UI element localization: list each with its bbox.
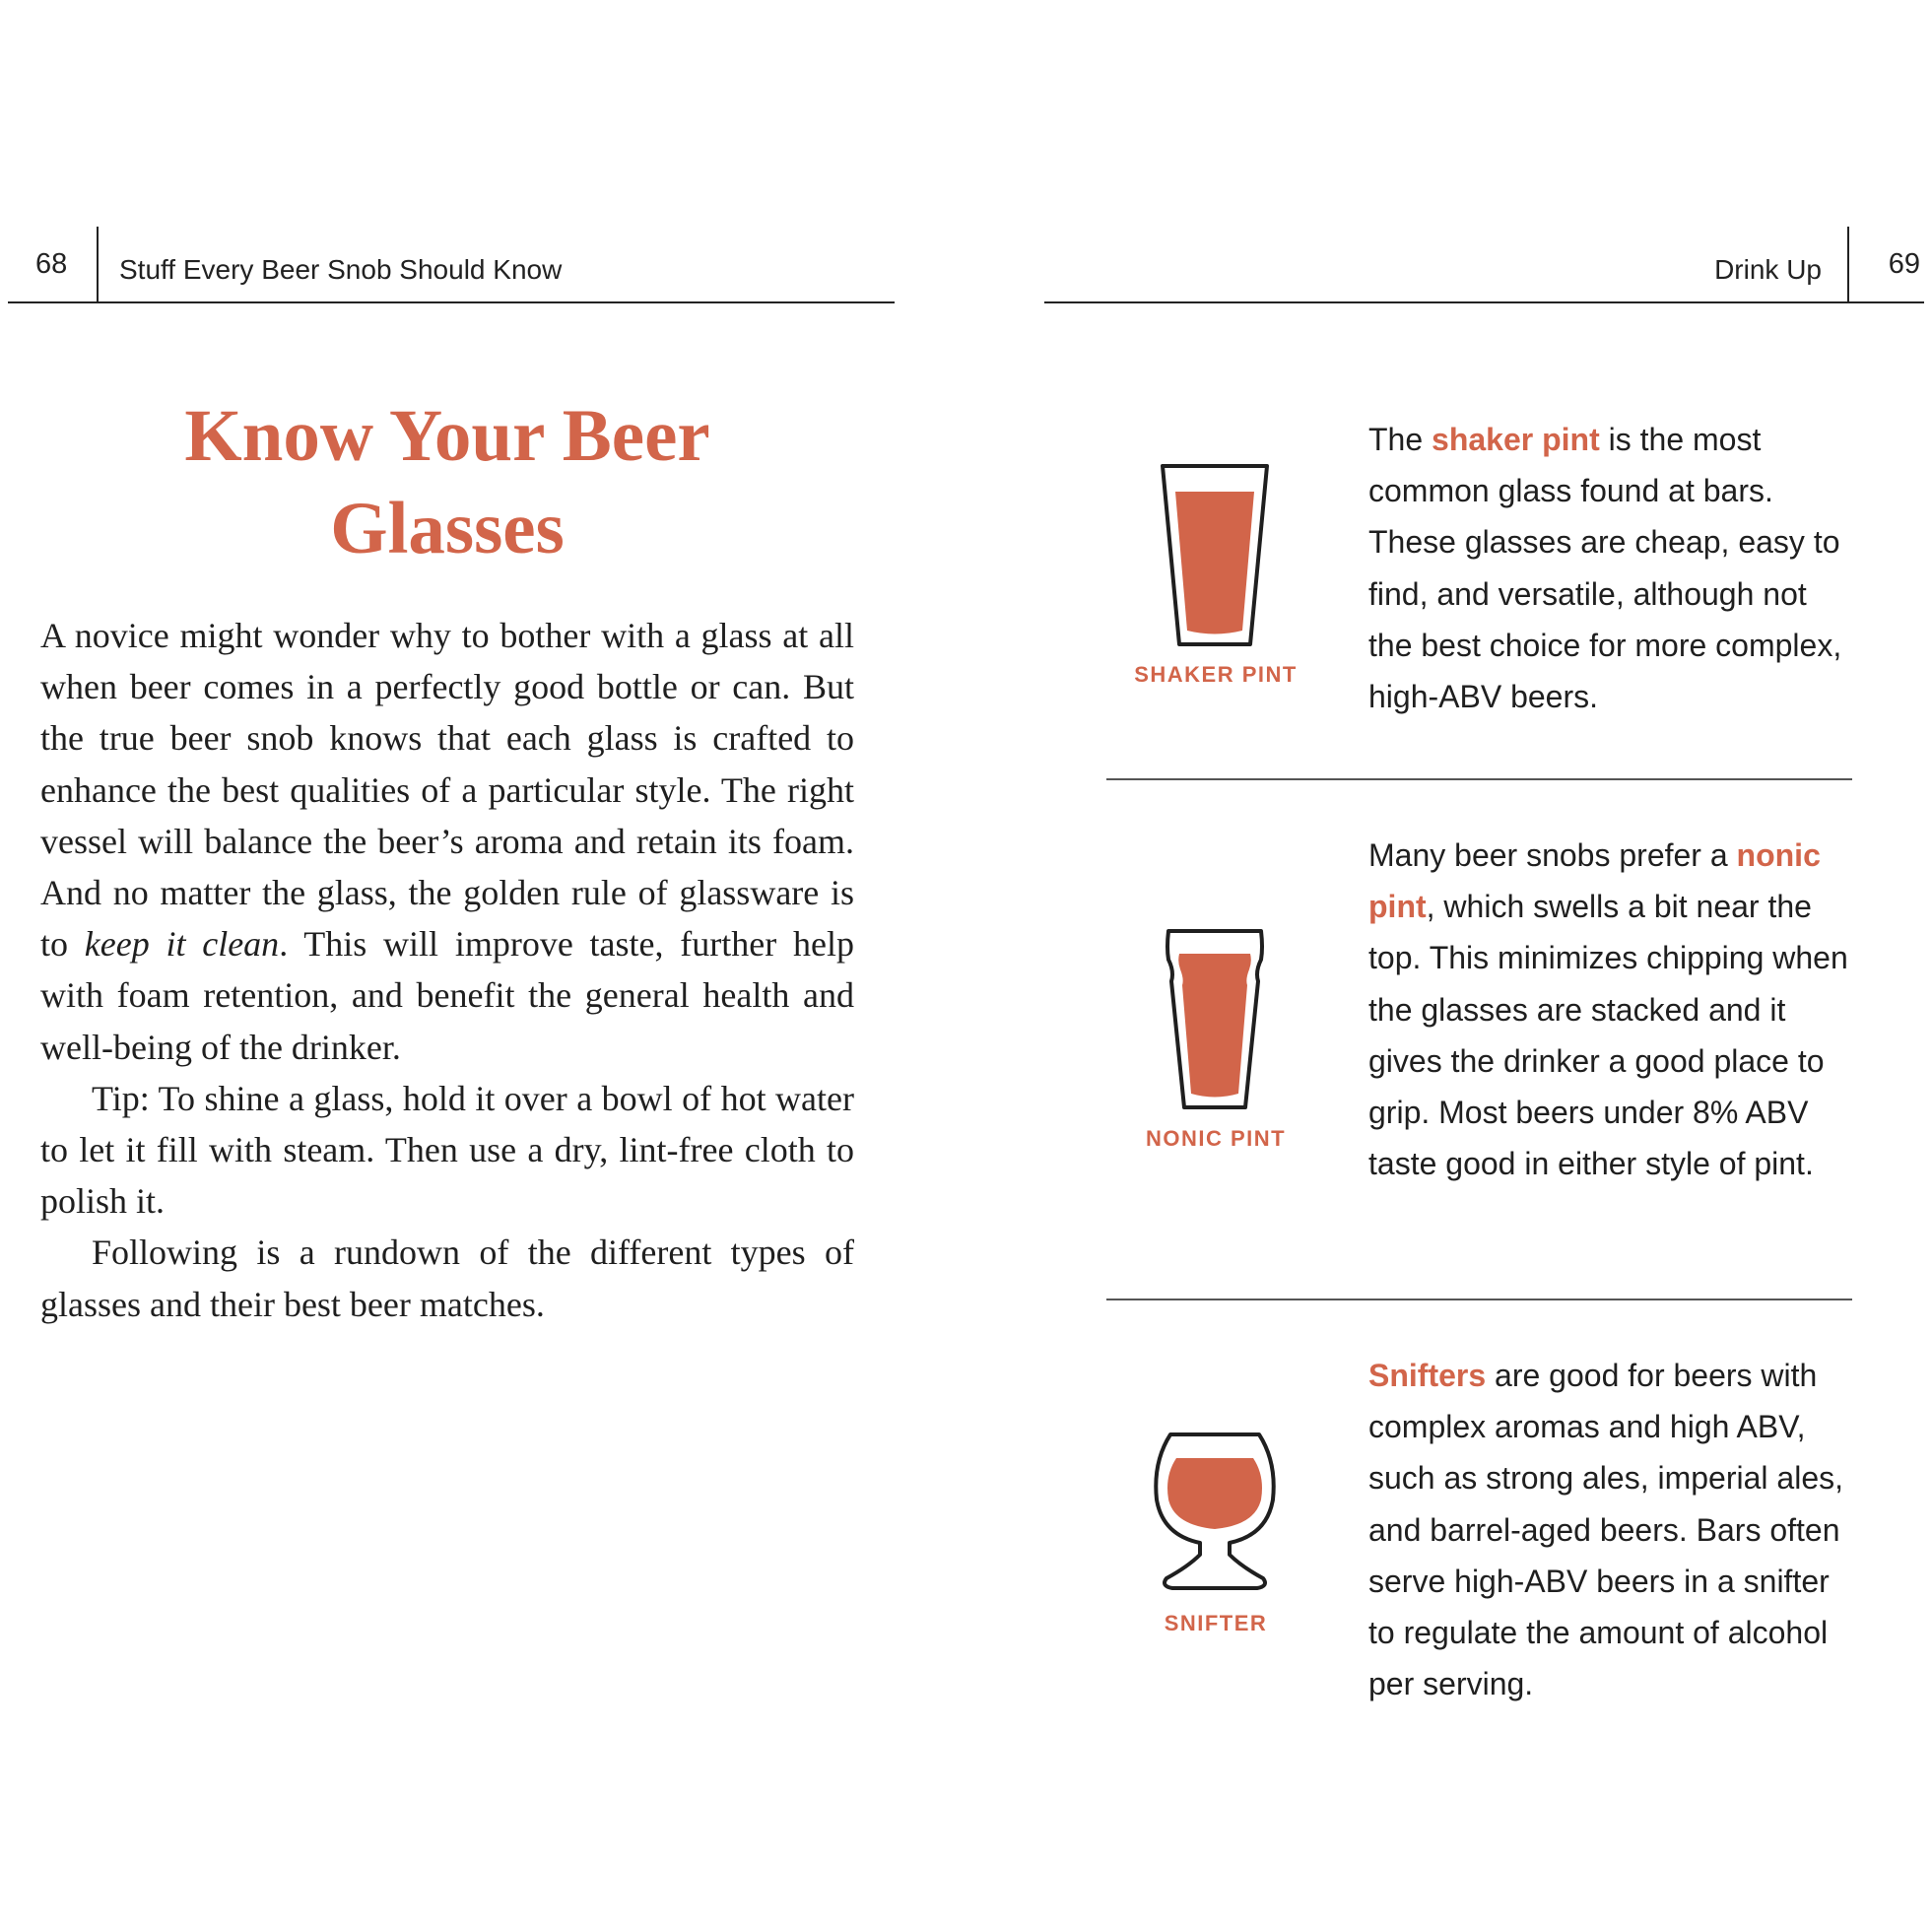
title-line-1: Know Your Beer (184, 395, 710, 477)
emphasis-keep-it-clean: keep it clean (84, 924, 280, 965)
right-page-number: 69 (1888, 248, 1920, 280)
glass-description: Snifters are good for beers with complex aromas and high ABV, such as strong ales, imperial ales, and barrel-aged beers. Bars often serve high-ABV beers in a snifter to regulate the amount of alcohol per serving. (1368, 1358, 1843, 1702)
glass-name-highlight: shaker pint (1432, 422, 1600, 457)
page-title (40, 390, 854, 575)
snifter-icon (1153, 1429, 1277, 1596)
section-divider (1106, 1299, 1852, 1300)
intro-paragraph: A novice might wonder why to bother with a glass at all when beer comes in a perfectly good bottle or can. But the true beer snob knows that each glass is crafted to enhance the best qualities of a particular style. The right vessel will balance the beer’s aroma and retain its foam. And no matter the glass, the golden rule of glassware is to keep it clean. This will improve taste, further help with foam retention, and benefit the general health and well-being of the drinker. (40, 616, 854, 1067)
nonic-pint-icon (1163, 928, 1267, 1111)
glass-label: NONIC PINT (1145, 1126, 1287, 1151)
left-page (40, 390, 854, 1330)
glass-label: SHAKER PINT (1134, 662, 1298, 687)
glass-label: SNIFTER (1164, 1611, 1268, 1635)
left-running-head (8, 225, 895, 303)
left-header-divider (97, 227, 99, 301)
book-title: Stuff Every Beer Snob Should Know (119, 254, 563, 285)
shaker-pint-icon (1160, 463, 1270, 650)
glass-description: Many beer snobs prefer a nonic pint, which swells a bit near the top. This minimizes chipping when the glasses are stacked and it gives the drinker a good place to grip. Most beers under 8% ABV taste good in either style of pint. (1368, 837, 1848, 1182)
tip-paragraph: Tip: To shine a glass, hold it over a bowl of hot water to let it fill with steam. Then use a dry, lint-free cloth to polish it. (40, 1078, 854, 1222)
section-divider (1106, 778, 1852, 780)
left-page-number: 68 (35, 248, 68, 280)
title-line-2: Glasses (330, 488, 565, 569)
glass-description: The shaker pint is the most common glass found at bars. These glasses are cheap, easy to find, and versatile, although not the best choice for more complex, high-ABV beers. (1368, 422, 1842, 715)
glass-name-highlight: nonic pint (1368, 837, 1821, 925)
section-title: Drink Up (1714, 254, 1822, 285)
intro-body (40, 610, 854, 1330)
rundown-paragraph: Following is a rundown of the different types of glasses and their best beer matches. (40, 1232, 854, 1324)
right-running-head (1044, 225, 1924, 303)
right-header-divider (1847, 227, 1849, 301)
glass-name-highlight: Snifters (1368, 1358, 1487, 1393)
